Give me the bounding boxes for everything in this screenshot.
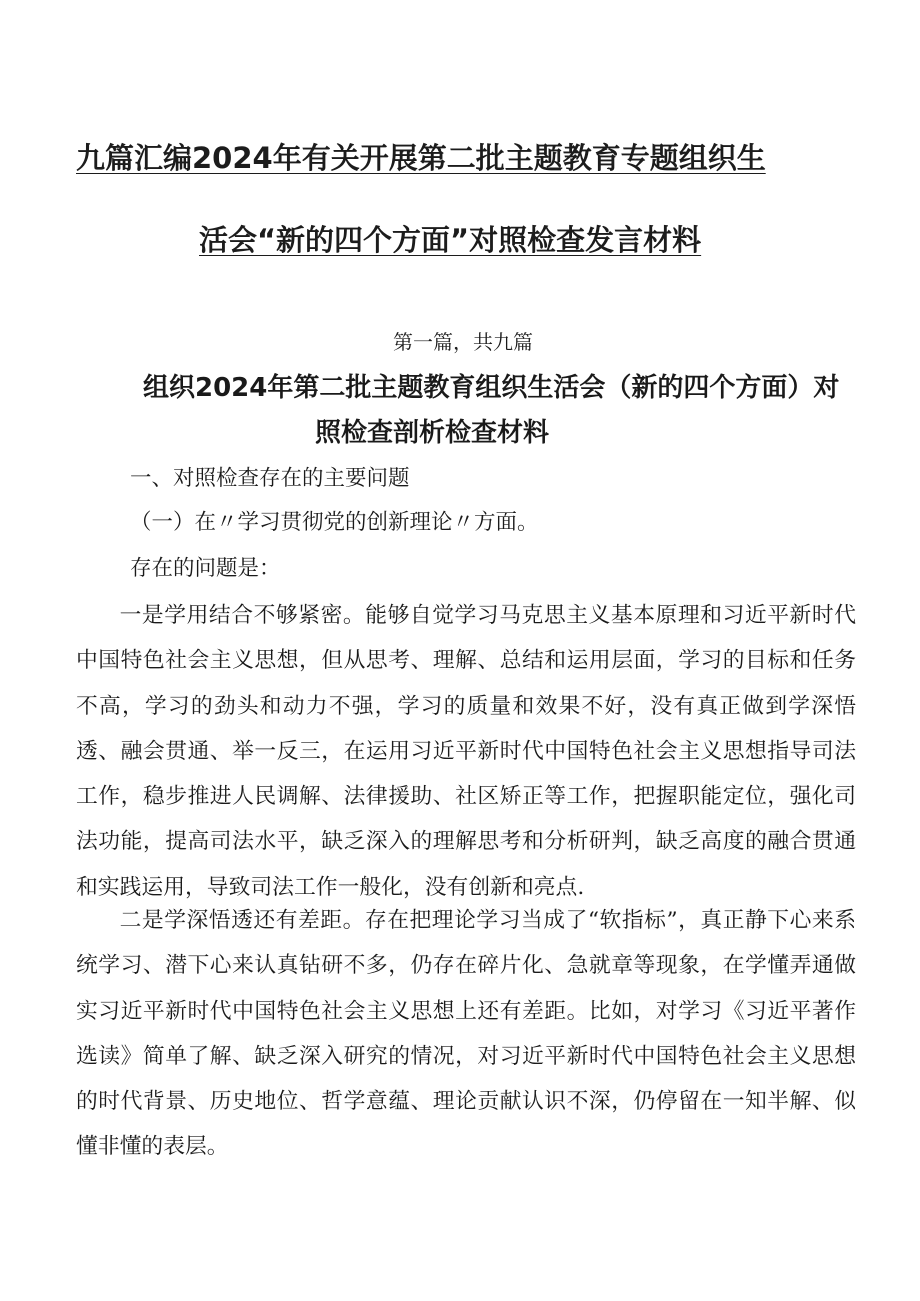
main-title-line-1: 九篇汇编2024年有关开展第二批主题教育专题组织生 [76,141,766,175]
problems-label: 存在的问题是： [130,556,281,581]
section-heading: 一、对照检查存在的主要问题 [130,466,410,491]
main-title-line-2: 活会“新的四个方面”对照检查发言材料 [199,223,702,257]
paragraph-1: 一是学用结合不够紧密。能够自觉学习马克思主义基本原理和习近平新时代中国特色社会主义思想，但从思考、理解、总结和运用层面，学习的目标和任务不高，学习的劲头和动力不强，学习的质量和效果不好，没有真正做到学深悟透、融会贯通、举一反三，在运用习近平新时代中国特色社会主义思想指导司法工作，稳步推进人民调解、法律援助、社区矫正等工作，把握职能定位，强化司法功能，提高司法水平，缺乏深入的理解思考和分析研判，缺乏高度的融合贯通和实践运用，导致司法工作一般化，没有创新和亮点. [76,603,856,900]
part-label: 第一篇，共九篇 [393,330,533,354]
sub-title-line-1: 组织2024年第二批主题教育组织生活会（新的四个方面）对 [143,373,840,403]
subsection-heading: （一）在〃学习贯彻党的创新理论〃方面。 [130,510,539,535]
sub-title-line-2: 照检查剖析检查材料 [315,418,550,448]
paragraph-2: 二是学深悟透还有差距。存在把理论学习当成了“软指标”，真正静下心来系统学习、潜下心来认真钻研不多，仍存在碎片化、急就章等现象，在学懂弄通做实习近平新时代中国特色社会主义思想上还有差距。比如，对学习《习近平著作选读》简单了解、缺乏深入研究的情况，对习近平新时代中国特色社会主义思想的时代背景、历史地位、哲学意蕴、理论贡献认识不深，仍停留在一知半解、似懂非懂的表层。 [76,908,856,1160]
